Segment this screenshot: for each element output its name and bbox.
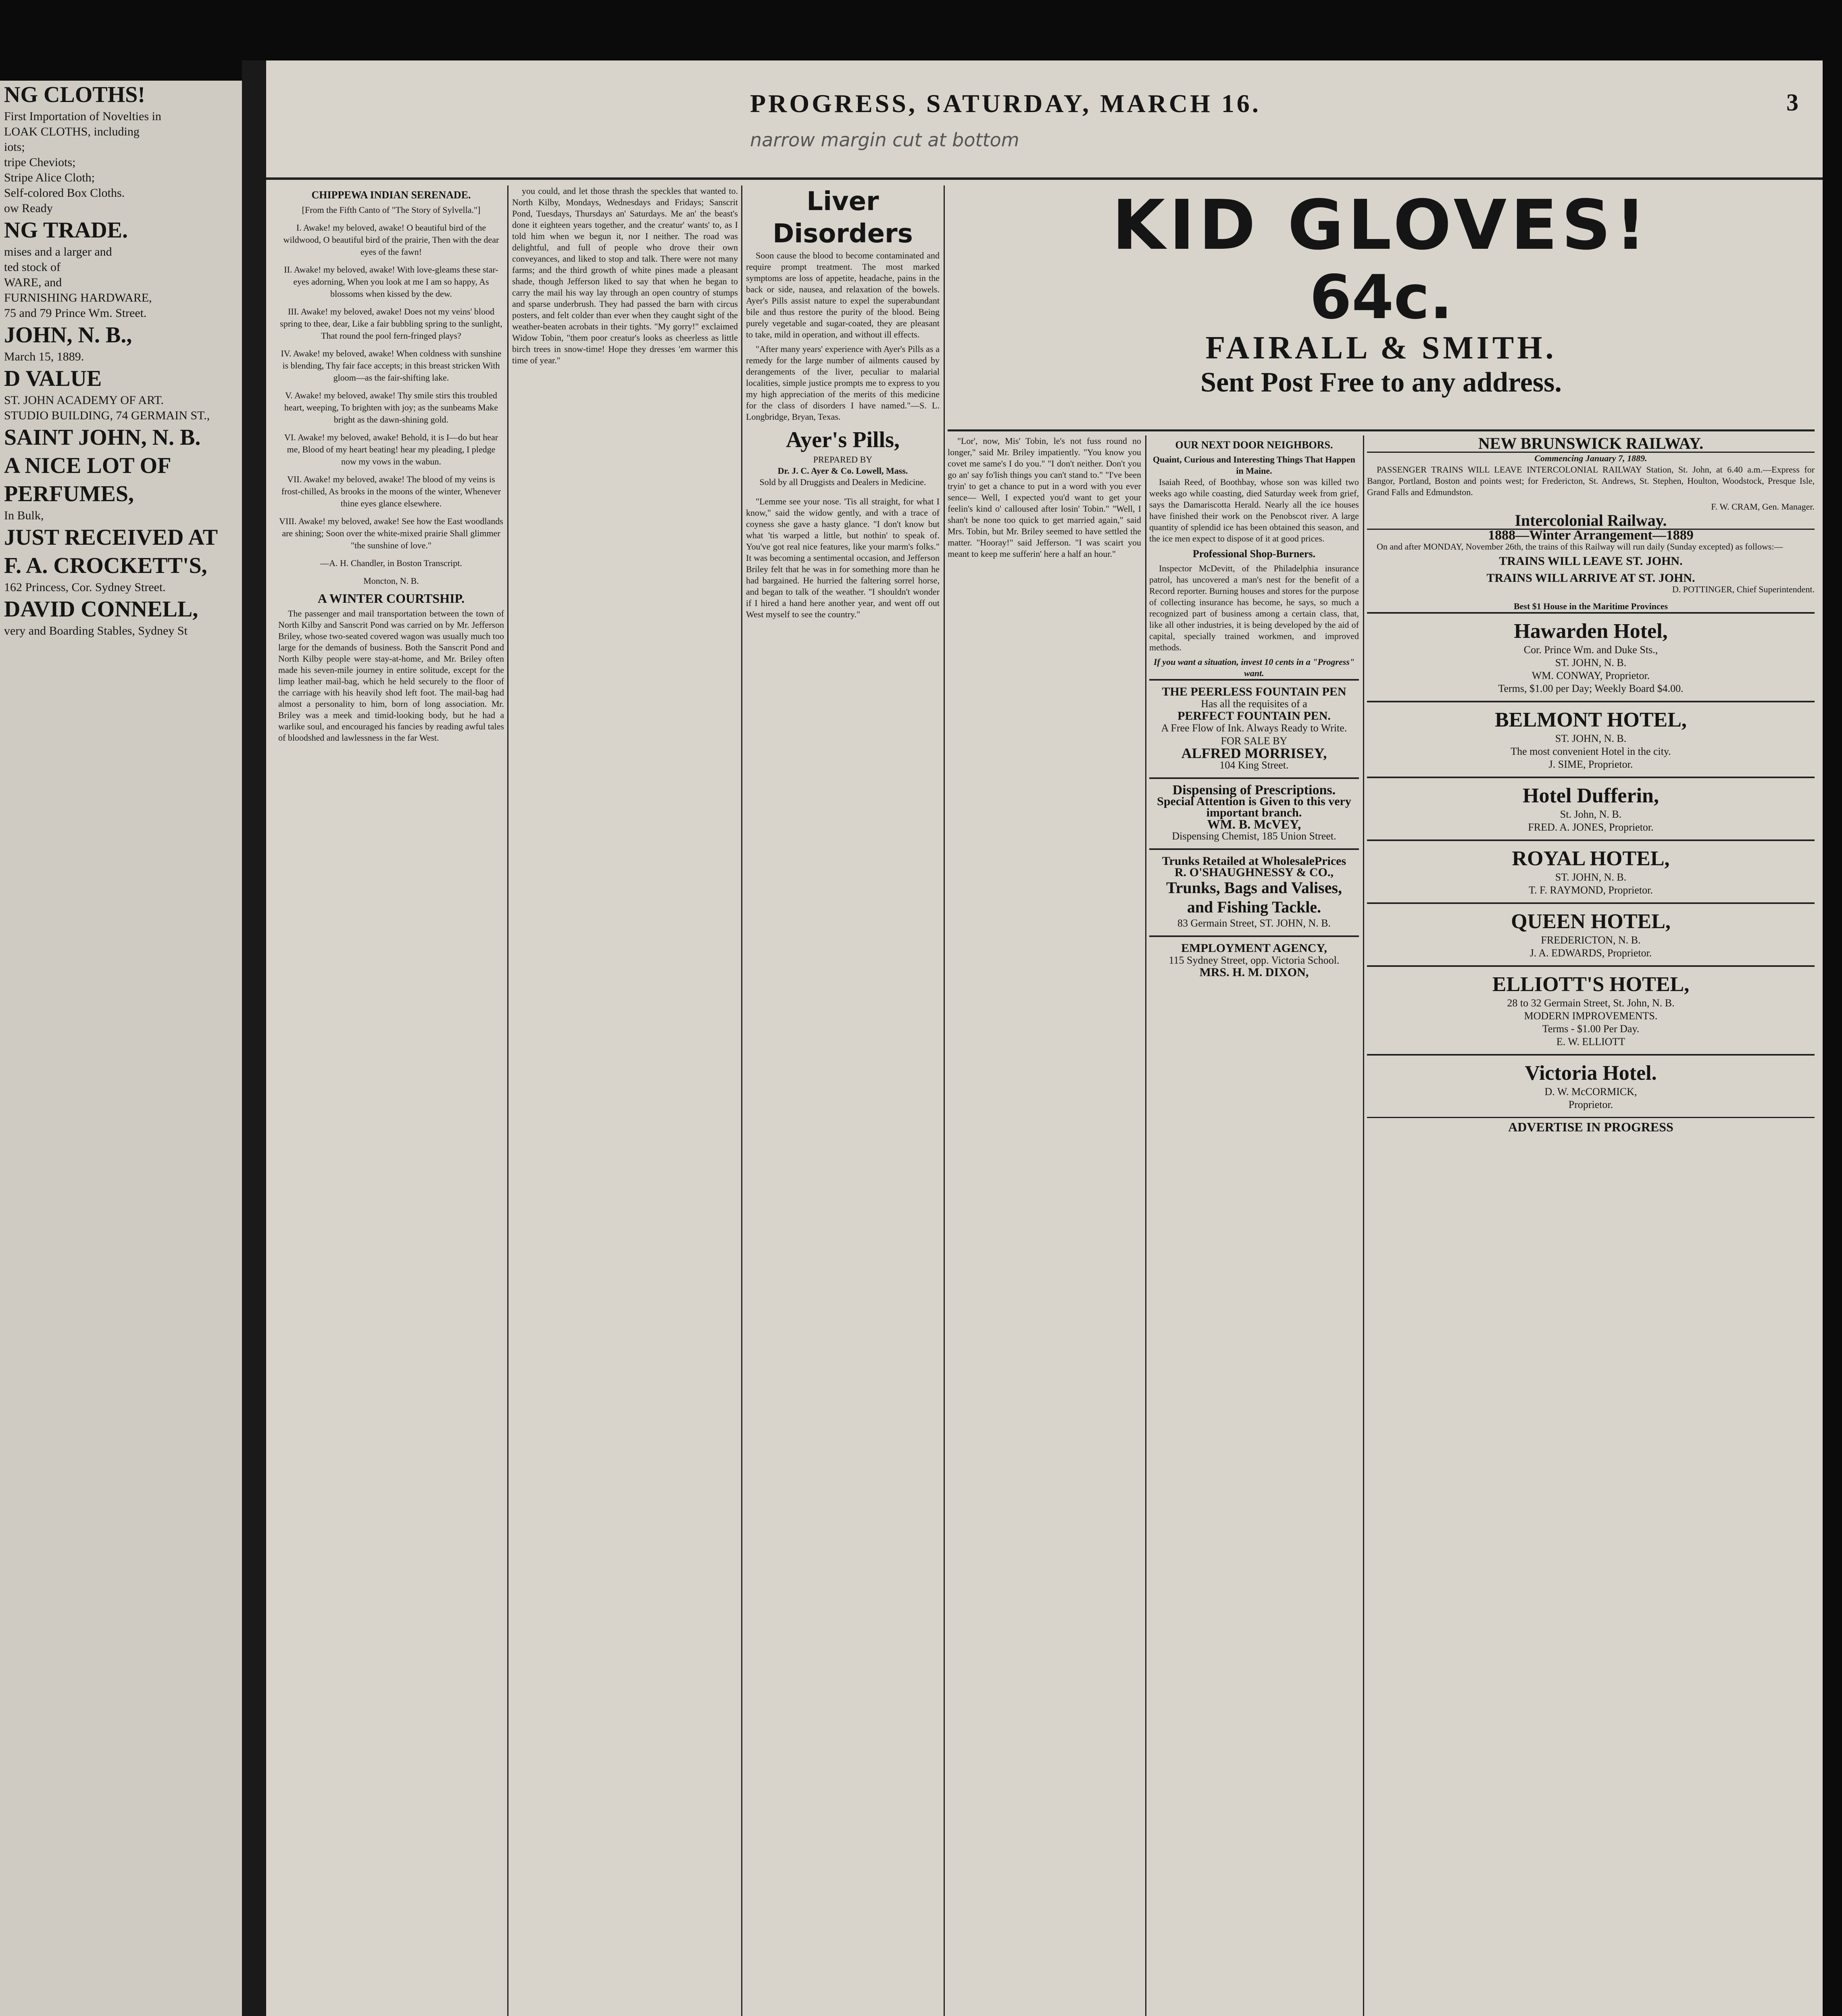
pen-address: 104 King Street. <box>1219 759 1289 771</box>
left-page-line: ow Ready <box>4 202 53 215</box>
superintendent: D. POTTINGER, Chief Superintendent. <box>1672 584 1815 594</box>
left-page-line: SAINT JOHN, N. B. <box>4 425 201 450</box>
left-page-fragment <box>0 81 242 2016</box>
pen-tag: A Free Flow of Ink. Always Ready to Write. <box>1161 722 1347 734</box>
column-story-ending <box>948 435 1141 2016</box>
leave-title: TRAINS WILL LEAVE ST. JOHN. <box>1499 554 1683 568</box>
hotel-name: QUEEN HOTEL, <box>1511 910 1671 933</box>
column-rule <box>1363 435 1364 2016</box>
liver-ad-testimonial: "After many years' experience with Ayer's Pills as a remedy for the large number of ailments caused by derangements of the liver, peculiar to malarial localities, simple justice prompts me to express to you my high appreciation of the merits of this medicine for the class of disorders I have named."—S. L. Longbridge, Bryan, Texas. <box>746 344 940 422</box>
kid-ad-rule <box>948 429 1815 431</box>
rx-address: Dispensing Chemist, 185 Union Street. <box>1172 830 1336 842</box>
pen-sale: FOR SALE BY <box>1221 735 1288 747</box>
left-page-line: In Bulk, <box>4 509 44 522</box>
kid-gloves-price: 64c. <box>1309 262 1453 333</box>
handwritten-margin-note: narrow margin cut at bottom <box>750 129 1019 151</box>
liver-disorders-title: Liver Disorders <box>773 187 913 249</box>
trunks-title: Trunks Retailed at WholesalePrices <box>1162 854 1346 868</box>
hotel-line: The most convenient Hotel in the city. <box>1511 746 1671 757</box>
kid-gloves-tagline: Sent Post Free to any address. <box>1200 367 1562 398</box>
page-header <box>266 89 1823 137</box>
left-page-line: DAVID CONNELL, <box>4 597 198 622</box>
poem-stanza: IV. Awake! my beloved, awake! When coldness with sunshine is blending, Thy fair face accepts; in this breast stricken With gloom—as the fair-shifting lake. <box>281 348 502 383</box>
rx-title: Dispensing of Prescriptions. <box>1172 783 1336 798</box>
left-page-line: F. A. CROCKETT'S, <box>4 553 207 578</box>
story-text-3: "Lemme see your nose. 'Tis all straight, for what I know," said the widow gently, and with a trace of coyness she gave a hasty glance. "I don't know but what 'tis warped a little, but nothin' to speak of. You've got real nice features, like your marm's folks." It was becoming a sentimental occasion, and Jefferson Briley felt that he was in for something more than he had bargained. He hurried the faltering sorrel horse, and began to talk of the weather. "I shouldn't wonder if I hired a hand here another year, and went off out West myself to see the country." <box>746 496 940 619</box>
hotel-name: ELLIOTT'S HOTEL, <box>1492 973 1690 996</box>
left-page-line: 75 and 79 Prince Wm. Street. <box>4 306 147 320</box>
left-page-line: 162 Princess, Cor. Sydney Street. <box>4 581 166 594</box>
hotel-line: St. John, N. B. <box>1560 808 1622 820</box>
left-page-line: very and Boarding Stables, Sydney St <box>4 624 188 637</box>
neighbors-heading: OUR NEXT DOOR NEIGHBORS. <box>1175 439 1333 451</box>
hotel-name: Victoria Hotel. <box>1525 1062 1657 1085</box>
column-poem-story <box>278 185 504 2016</box>
hotel-ad <box>1367 1054 1815 1117</box>
hotel-listings <box>1367 612 1815 1117</box>
story-text-2: you could, and let those thrash the speckles that wanted to. North Kilby, Mondays, Wednesdays and Fridays; Sanscrit Pond, Tuesdays, Thursdays an' Saturdays. Me an' the beast's done it eighteen years together, and the creatur' wants' to, as I told him when we begun it, nor I neither. The road was delightful, and full of people who drove their own conveyances, and liked to stop and talk. There were not many farms; and the third growth of white pines made a pleasant shade, though Jefferson liked to say that when he began to carry the mail his way lay through an open country of stumps and sparse underbrush. They had passed the barn with circus posters, and felt colder than ever when they caught sight of the weather-beaten acrobats in their tights. "My gorry!" exclaimed Widow Tobin, "them poor creatur's looks as cheerless as little birch trees in snow-time! Hope they dresses 'em warmer this time of year." <box>512 186 738 365</box>
column-rule <box>1145 435 1146 2016</box>
winter-title: 1888—Winter Arrangement—1889 <box>1488 528 1694 543</box>
left-page-line: JUST RECEIVED AT <box>4 525 218 550</box>
hotel-ad <box>1367 777 1815 839</box>
ayers-sold: Sold by all Druggists and Dealers in Medicine. <box>759 477 926 487</box>
neighbors-text: Isaiah Reed, of Boothbay, whose son was killed two weeks ago while coasting, died Saturday week from grief, says the Damariscotta Herald. Nearly all the ice houses have finished their work on the Penobscot river. A large quantity of splendid ice has been obtained this season, and the ice men expect to dispose of it at good prices. <box>1149 477 1359 544</box>
ayers-maker: Dr. J. C. Ayer & Co. Lowell, Mass. <box>777 466 908 476</box>
left-page-line: iots; <box>4 140 25 154</box>
hotel-ad <box>1367 902 1815 965</box>
book-gutter <box>242 60 266 2016</box>
rx-text: Special Attention is Given to this very important branch. <box>1157 795 1351 819</box>
poem-stanza: VIII. Awake! my beloved, awake! See how the East woodlands are shining; Soon over the white-mixed prairie Shall glimmer "the sunshine of love." <box>279 516 503 550</box>
hotel-line: Terms - $1.00 Per Day. <box>1542 1023 1640 1035</box>
hotel-line: MODERN IMPROVEMENTS. <box>1524 1010 1658 1022</box>
hotel-line: WM. CONWAY, Proprietor. <box>1532 670 1650 681</box>
hotel-line: T. F. RAYMOND, Proprietor. <box>1529 884 1653 896</box>
left-page-line: March 15, 1889. <box>4 350 84 363</box>
left-page-line: A NICE LOT OF <box>4 453 171 478</box>
left-page-line: tripe Cheviots; <box>4 156 76 169</box>
hotel-line: FRED. A. JONES, Proprietor. <box>1528 821 1654 833</box>
best-house: Best $1 House in the Maritime Provinces <box>1513 601 1668 611</box>
column-rule <box>507 185 508 2016</box>
poem-stanza: III. Awake! my beloved, awake! Does not my veins' blood spring to thee, dear, Like a fair bubbling spring to the sunlight, That round the pool fern-fringed plays? <box>280 306 502 341</box>
poem-stanza: II. Awake! my beloved, awake! With love-gleams these star-eyes adorning, When you look at me I am so happy, As blossoms when kissed by the dew. <box>284 264 498 299</box>
trunks-firm: R. O'SHAUGHNESSY & CO., <box>1175 866 1334 879</box>
page-number: 3 <box>1786 89 1798 116</box>
story-text-4: "Lor', now, Mis' Tobin, le's not fuss round no longer," said Mr. Briley impatiently. "You know you covet me same's I do you." "I don't neither. Don't you go an' say fo'lish things you can't stand to." "I've been tryin' to get a chance to put in a word with you ever sence— Well, I expected you'd want to get your feelin's kind o' calloused after losin' Tobin." "Well, I shan't be none too quick to get married again," said Mrs. Tobin, but Mr. Briley seemed to have settled the matter. "Hooray!" said Jefferson. "I was scairt you meant to keep me sufferin' here a half an hour." <box>948 436 1141 559</box>
left-page-line: NG CLOTHS! <box>4 82 146 107</box>
left-page-line: D VALUE <box>4 366 102 391</box>
left-page-line: LOAK CLOTHS, including <box>4 125 140 138</box>
hotel-line: Terms, $1.00 per Day; Weekly Board $4.00. <box>1498 683 1684 694</box>
left-page-line: WARE, and <box>4 276 62 289</box>
neighbors-subheading: Quaint, Curious and Interesting Things That Happen in Maine. <box>1153 454 1355 476</box>
column-story-continued <box>512 185 738 2016</box>
hotel-line: FREDERICTON, N. B. <box>1541 934 1641 946</box>
prescriptions-ad <box>1149 777 1359 848</box>
railway-date: Commencing January 7, 1889. <box>1534 453 1647 463</box>
column-rule <box>741 185 742 2016</box>
left-page-line: JOHN, N. B., <box>4 323 132 348</box>
liver-ad-text: Soon cause the blood to become contaminated and require prompt treatment. The most marked symptoms are loss of appetite, headache, pains in the back or side, nausea, and relaxation of the bowels. Ayer's Pills assist nature to expel the superabundant bile and thus restore the purity of the blood. Being purely vegetable and sugar-coated, they are pleasant to take, mild in operation, and without ill effects. <box>746 250 940 339</box>
fountain-pen-ad <box>1149 679 1359 777</box>
hotel-line: Proprietor. <box>1568 1099 1613 1110</box>
poem-credit: —A. H. Chandler, in Boston Transcript. <box>320 558 462 568</box>
railway-text: PASSENGER TRAINS WILL LEAVE INTERCOLONIAL RAILWAY Station, St. John, at 6.40 a.m.—Express for Bangor, Portland, Boston and points west; for Fredericton, St. Andrews, St. Stephen, Houlton, Woodstock, Presque Isle, Grand Falls and Edmundston. <box>1367 464 1815 497</box>
hotel-line: ST. JOHN, N. B. <box>1555 657 1627 669</box>
left-page-lines <box>0 81 242 639</box>
railway-manager: F. W. CRAM, Gen. Manager. <box>1711 502 1815 512</box>
left-page-line: FURNISHING HARDWARE, <box>4 291 152 304</box>
agency-name: MRS. H. M. DIXON, <box>1199 966 1309 979</box>
column-railway-hotels <box>1367 435 1815 2016</box>
hotel-name: Hawarden Hotel, <box>1514 620 1668 643</box>
hotel-line: Cor. Prince Wm. and Duke Sts., <box>1523 644 1658 656</box>
hotel-line: E. W. ELLIOTT <box>1556 1036 1625 1048</box>
kid-gloves-firm: FAIRALL & SMITH. <box>1205 330 1557 366</box>
hotel-name: BELMONT HOTEL, <box>1495 708 1687 731</box>
ayers-pills-title: Ayer's Pills, <box>786 427 900 452</box>
left-page-line: First Importation of Novelties in <box>4 110 161 123</box>
hotel-line: D. W. McCORMICK, <box>1544 1086 1637 1098</box>
poem-title: CHIPPEWA INDIAN SERENADE. <box>311 189 471 201</box>
column-neighbors-ads <box>1149 435 1359 2016</box>
header-rule <box>266 177 1823 180</box>
left-page-line: ST. JOHN ACADEMY OF ART. <box>4 394 164 407</box>
story-title: A WINTER COURTSHIP. <box>317 591 465 606</box>
poem-stanza: VII. Awake! my beloved, awake! The blood of my veins is frost-chilled, As brooks in the moons of the winter, Whenever thine eyes glance elsewhere. <box>281 474 501 508</box>
poem-stanza: VI. Awake! my beloved, awake! Behold, it is I—do but hear me, Blood of my heart beating! hear my pleading, I pledge now my vows in the wabun. <box>284 432 498 467</box>
page-title: PROGRESS, SATURDAY, MARCH 16. <box>750 89 1261 118</box>
kid-gloves-ad <box>948 185 1815 427</box>
hotel-name: ROYAL HOTEL, <box>1512 847 1670 870</box>
situation-notice: If you want a situation, invest 10 cents in a "Progress" want. <box>1153 657 1355 678</box>
railway-title: NEW BRUNSWICK RAILWAY. <box>1367 435 1815 453</box>
trunks-address: 83 Germain Street, ST. JOHN, N. B. <box>1177 917 1331 929</box>
poem-stanzas <box>278 222 504 552</box>
left-page-line: Self-colored Box Cloths. <box>4 186 125 200</box>
shop-burners-heading: Professional Shop-Burners. <box>1192 548 1316 560</box>
hotel-line: ST. JOHN, N. B. <box>1555 733 1627 744</box>
hotel-line: J. SIME, Proprietor. <box>1548 758 1633 770</box>
trunks-desc: Trunks, Bags and Valises, and Fishing Tackle. <box>1166 879 1342 916</box>
pen-sub: Has all the requisites of a <box>1201 698 1307 710</box>
left-page-line: Stripe Alice Cloth; <box>4 171 95 184</box>
poem-stanza: V. Awake! my beloved, awake! Thy smile stirs this troubled heart, weeping, To brighten with joy; as the sunbeams Make bright as the dawn-shining gold. <box>284 390 498 425</box>
rx-seller: WM. B. McVEY, <box>1207 817 1301 831</box>
kid-gloves-title: KID GLOVES! <box>1112 185 1650 265</box>
hotel-line: ST. JOHN, N. B. <box>1555 871 1627 883</box>
poem-place: Moncton, N. B. <box>363 576 419 586</box>
left-page-line: STUDIO BUILDING, 74 GERMAIN ST., <box>4 409 210 422</box>
poem-stanza: I. Awake! my beloved, awake! O beautiful bird of the wildwood, O beautiful bird of the prairie, Then with the dear eyes of the fawn! <box>283 223 499 257</box>
column-rule <box>944 185 945 2016</box>
agency-address: 115 Sydney Street, opp. Victoria School. <box>1169 954 1340 966</box>
pen-seller: ALFRED MORRISEY, <box>1181 745 1327 761</box>
winter-text: On and after MONDAY, November 26th, the trains of this Railway will run daily (Sunday excepted) as follows:— <box>1377 541 1783 552</box>
intercolonial-title: Intercolonial Railway. <box>1367 512 1815 530</box>
agency-title: EMPLOYMENT AGENCY, <box>1181 941 1327 955</box>
prepared-by: PREPARED BY <box>813 454 873 464</box>
left-page-line: PERFUMES, <box>4 481 134 506</box>
hotel-ad <box>1367 965 1815 1054</box>
hotel-line: 28 to 32 Germain Street, St. John, N. B. <box>1507 997 1675 1009</box>
left-page-line: mises and a larger and <box>4 245 112 258</box>
hotel-ad <box>1367 701 1815 777</box>
hotel-ad <box>1367 612 1815 701</box>
pen-name: PERFECT FOUNTAIN PEN. <box>1177 709 1331 723</box>
column-ayers-ad <box>746 185 940 2016</box>
poem-source: [From the Fifth Canto of "The Story of Sylvella."] <box>302 205 481 215</box>
left-page-line: NG TRADE. <box>4 218 128 243</box>
left-page-line: ted stock of <box>4 260 60 274</box>
trunks-ad <box>1149 848 1359 935</box>
employment-agency-ad <box>1149 935 1359 984</box>
advertise-line: ADVERTISE IN PROGRESS <box>1367 1117 1815 1133</box>
hotel-name: Hotel Dufferin, <box>1523 784 1659 807</box>
pen-title: THE PEERLESS FOUNTAIN PEN <box>1162 685 1346 698</box>
shop-burners-text: Inspector McDevitt, of the Philadelphia insurance patrol, has uncovered a man's nest for the benefit of a Record reporter. Burning houses and stores for the purpose of collecting insurance has become, he says, so much a recognized part of business among a certain class, that, like all other industries, it is being developed by the aid of capital, specially trained workmen, and improved methods. <box>1149 563 1359 652</box>
hotel-ad <box>1367 839 1815 902</box>
story-text: The passenger and mail transportation between the town of North Kilby and Sanscrit Pond was carried on by Mr. Jefferson Briley, whose two-seated covered wagon was usually much too large for the demands of business. Both the Sanscrit Pond and North Kilby people were stay-at-home, and Mr. Briley often made his seven-mile journey in entire solitude, except for the limp leather mail-bag, which he held securely to the floor of the carriage with his heavily shod left foot. The mail-bag had almost a personality to him, born of long association. Mr. Briley was a meek and timid-looking body, but he had a warlike soul, and encouraged his fancies by reading awful tales of bloodshed and lawlessness in the far West. <box>278 608 504 743</box>
hotel-line: J. A. EDWARDS, Proprietor. <box>1529 947 1652 959</box>
arrive-title: TRAINS WILL ARRIVE AT ST. JOHN. <box>1486 571 1695 585</box>
